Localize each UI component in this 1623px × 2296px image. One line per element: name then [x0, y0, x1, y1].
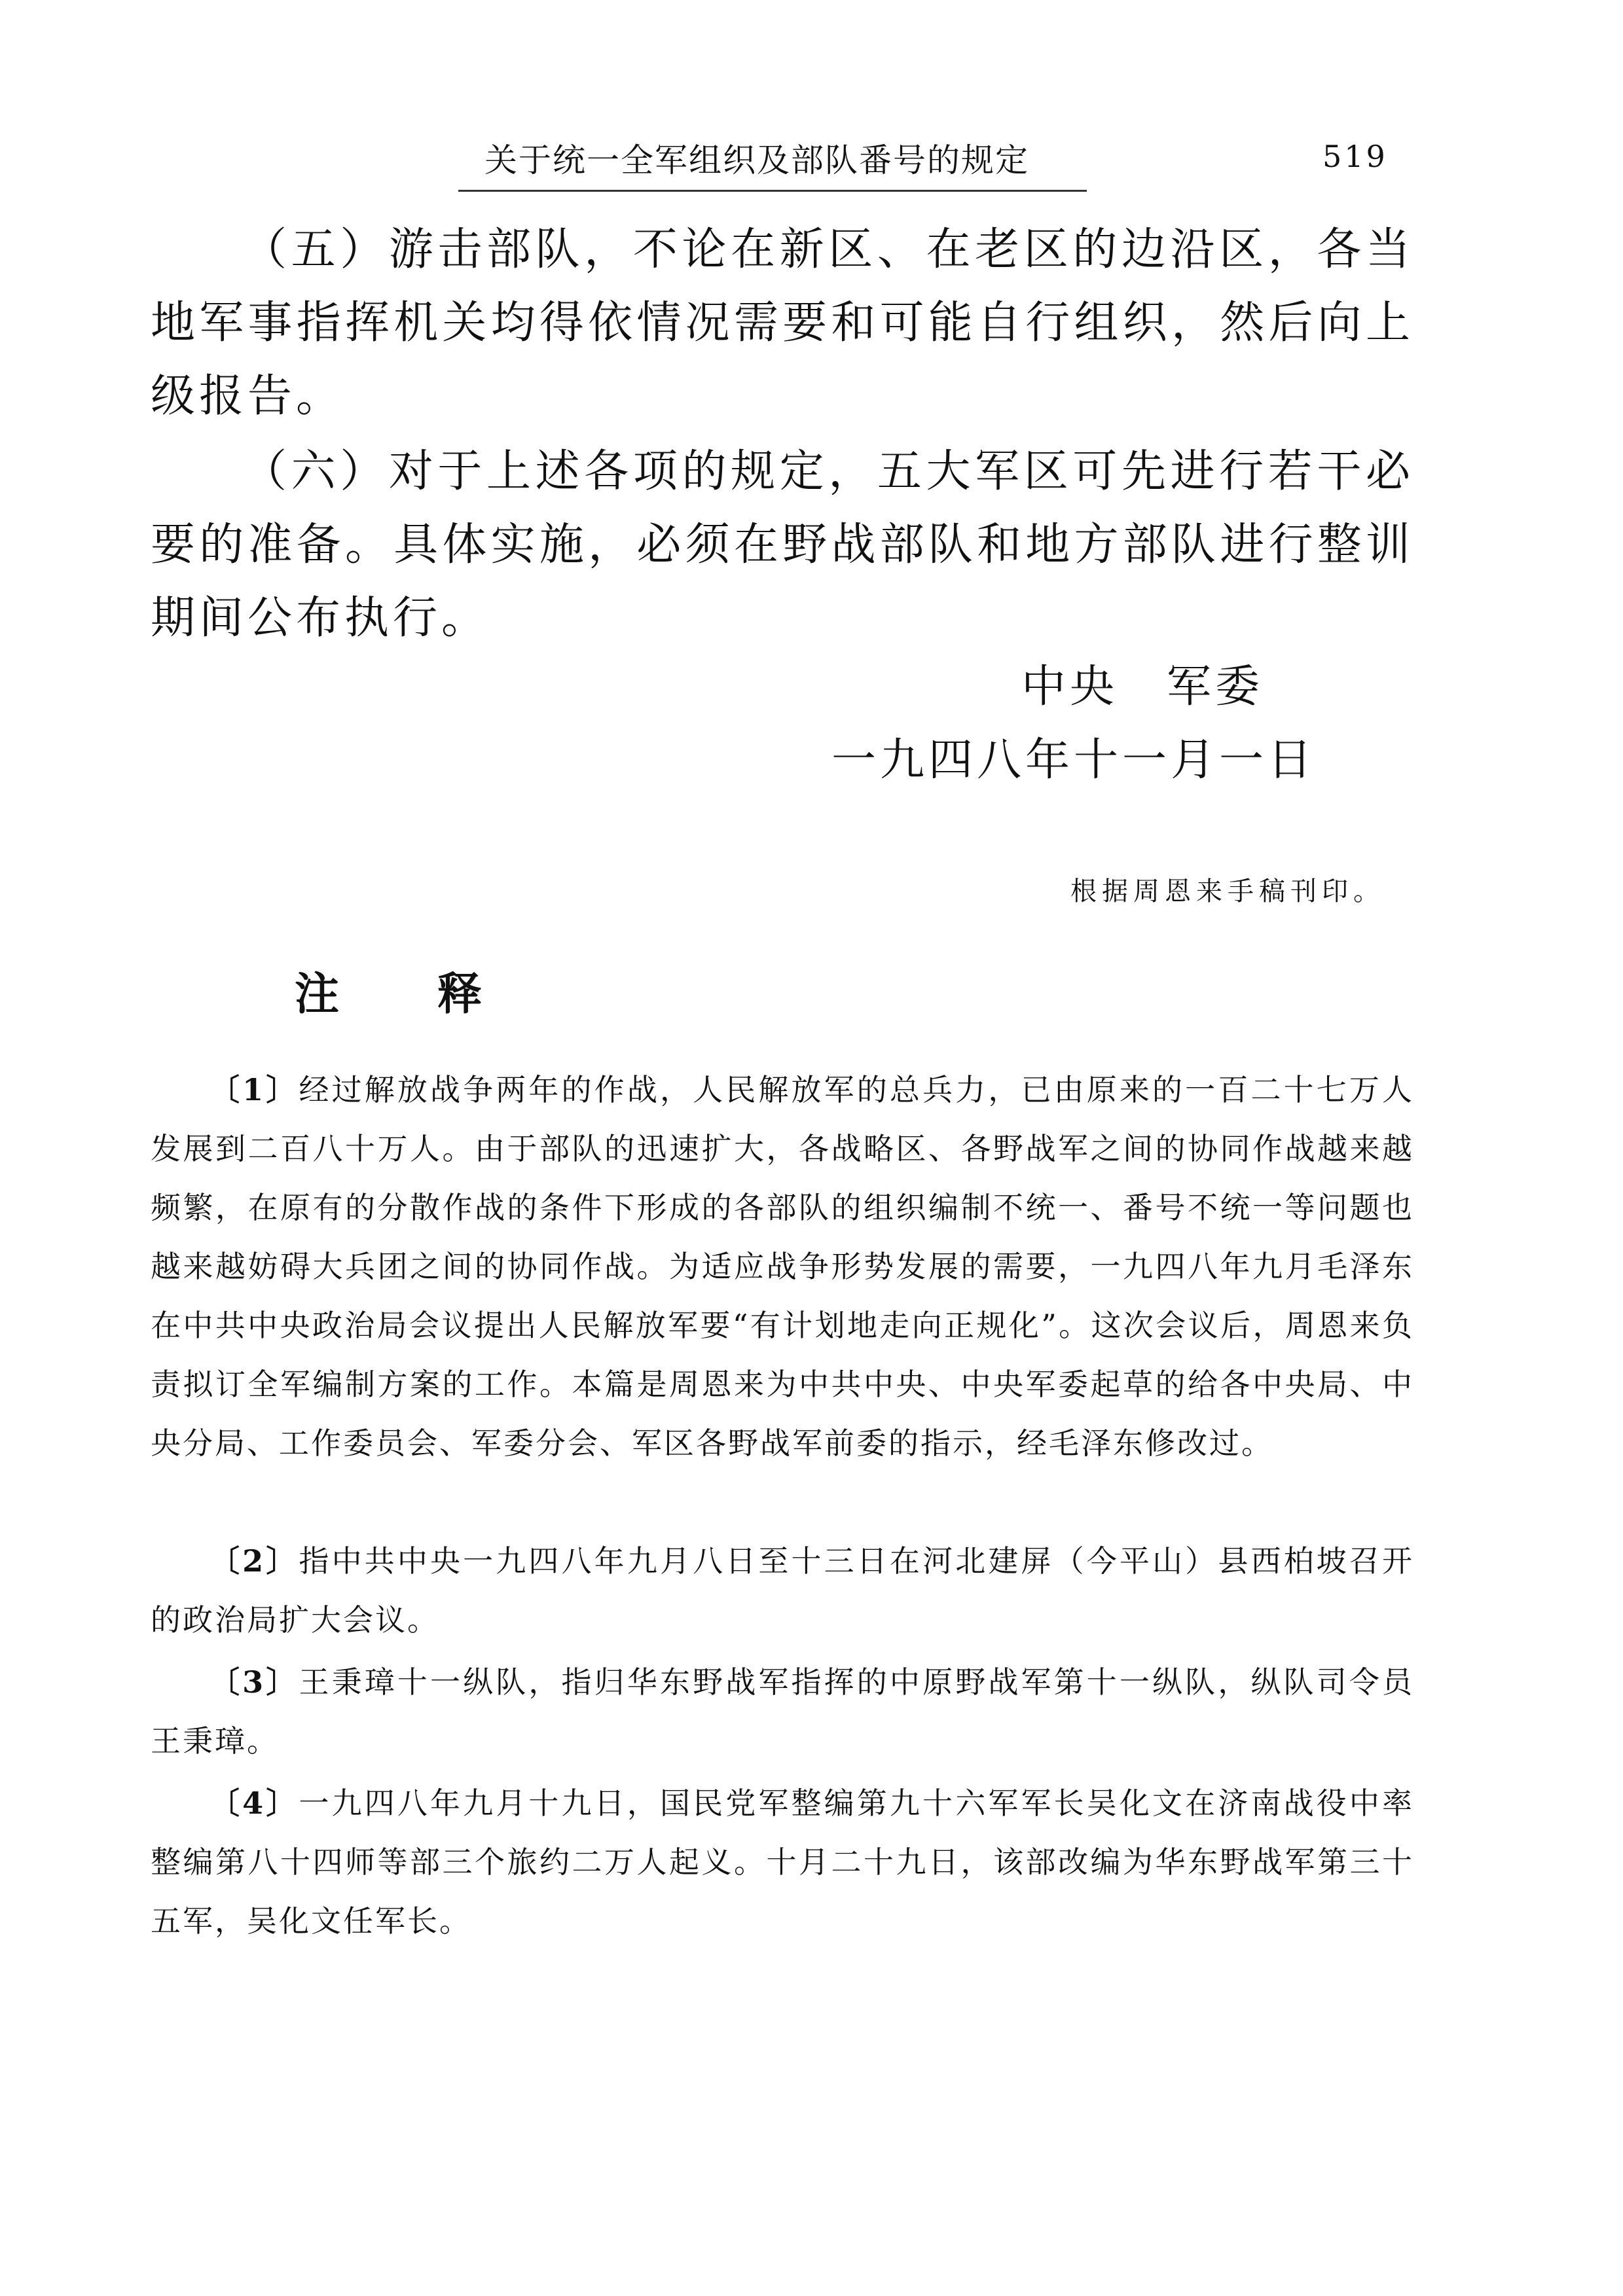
notes-heading: 注释 [295, 969, 581, 1020]
page-number: 519 [1322, 139, 1388, 174]
body-paragraph: （六）对于上述各项的规定，五大军区可先进行若干必要的准备。具体实施，必须在野战部队和地方部队进行整训期间公布执行。 [151, 446, 1414, 644]
note-number: 〔3〕 [210, 1664, 299, 1700]
note-text: 一九四八年九月十九日，国民党军整编第九十六军军长吴化文在济南战役中率整编第八十四师等部三个旅约二万人起义。十月二十九日，该部改编为华东野战军第三十五军，吴化文任军长。 [151, 1785, 1415, 1939]
note-number: 〔4〕 [210, 1785, 299, 1821]
note-text: 王秉璋十一纵队，指归华东野战军指挥的中原野战军第十一纵队，纵队司令员王秉璋。 [151, 1664, 1415, 1759]
note-number: 〔1〕 [210, 1072, 299, 1107]
signature-date: 一九四八年十一月一日 [831, 734, 1317, 786]
body-paragraph: （五）游击部队，不论在新区、在老区的边沿区，各当地军事指挥机关均得依情况需要和可能自行组织，然后向上级报告。 [151, 224, 1414, 422]
note-number: 〔2〕 [210, 1543, 299, 1579]
note-text: 指中共中央一九四八年九月八日至十三日在河北建屏（今平山）县西柏坡召开的政治局扩大会议。 [151, 1543, 1415, 1638]
note-item [151, 1774, 1414, 1950]
signature-organization: 中央 军委 [1021, 661, 1264, 713]
note-item [151, 1532, 1414, 1649]
note-item [151, 1060, 1414, 1473]
note-text: 经过解放战争两年的作战，人民解放军的总兵力，已由原来的一百二十七万人发展到二百八十万人。由于部队的迅速扩大，各战略区、各野战军之间的协同作战越来越频繁，在原有的分散作战的条件下形成的各部队的组织编制不统一、番号不统一等问题也越来越妨碍大兵团之间的协同作战。为适应战争形势发展的需要，一九四八年九月毛泽东在中共中央政治局会议提出人民解放军要“有计划地走向正规化”。这次会议后，周恩来负责拟订全军编制方案的工作。本篇是周恩来为中共中央、中央军委起草的给各中央局、中央分局、工作委员会、军委分会、军区各野战军前委的指示，经毛泽东修改过。 [151, 1072, 1415, 1461]
note-item [151, 1653, 1414, 1770]
source-note: 根据周恩来手稿刊印。 [1070, 876, 1385, 906]
running-header: 关于统一全军组织及部队番号的规定 [484, 141, 1029, 179]
header-rule [458, 190, 1087, 192]
